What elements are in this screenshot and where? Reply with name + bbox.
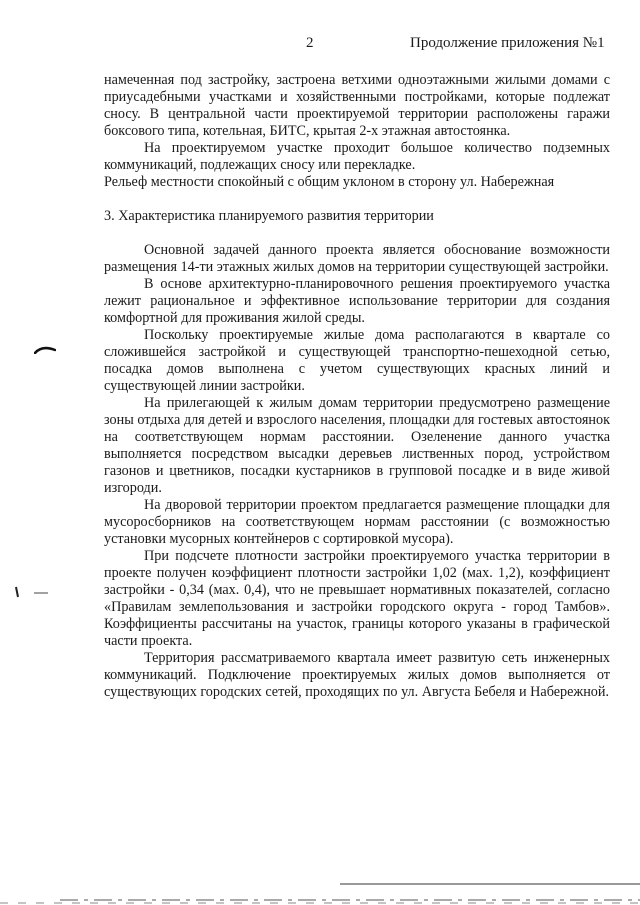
paragraph: Основной задачей данного проекта является обоснование возможности размещения 14-ти этажных жилых домов на территории существующей застройки. bbox=[104, 242, 610, 275]
paragraph: При подсчете плотности застройки проектируемого участка территории в проекте получен коэффициент плотности застройки 1,02 (мах. 1,2), коэффициент застройки - 0,34 (мах. 0,4), что не превышает нормативных показателей, согласно «Правилам землепользования и застройки городского округа - город Тамбов». Коэффициенты рассчитаны на участок, границы которого указаны в графической части проекта. bbox=[104, 548, 610, 649]
continuation-note: Продолжение приложения №1 bbox=[410, 35, 605, 51]
section-heading: 3. Характеристика планируемого развития территории bbox=[104, 208, 434, 224]
paragraph: В основе архитектурно-планировочного решения проектируемого участка лежит рациональное и эффективное использование территории для создания комфортной для проживания жилой среды. bbox=[104, 276, 610, 326]
paragraph: Поскольку проектируемые жилые дома располагаются в квартале со сложившейся застройкой и существующей транспортно-пешеходной сетью, посадка домов выполнена с учетом существующих красных линий и существующей линии застройки. bbox=[104, 327, 610, 394]
paragraph: На дворовой территории проектом предлагается размещение площадки для мусоросборников на соответствующем нормам расстоянии (с возможностью установки мусорных контейнеров с сортировкой мусора). bbox=[104, 497, 610, 547]
paragraph: На проектируемом участке проходит большое количество подземных коммуникаций, подлежащих сносу или перекладке. bbox=[104, 140, 610, 173]
paragraph: Территория рассматриваемого квартала имеет развитую сеть инженерных коммуникаций. Подключение проектируемых жилых домов выполняется от существующих городских сетей, проходящих по ул. Августа Бебеля и Набережной. bbox=[104, 650, 610, 700]
page-number: 2 bbox=[306, 35, 314, 51]
paragraph: Рельеф местности спокойный с общим уклоном в сторону ул. Набережная bbox=[104, 174, 555, 190]
document-body bbox=[104, 72, 610, 701]
scan-artifact bbox=[34, 344, 56, 354]
scan-bottom-edge bbox=[0, 878, 640, 905]
paragraph: намеченная под застройку, застроена ветхими одноэтажными жилыми домами с приусадебными участками и хозяйственными постройками, которые подлежат сносу. В центральной части проектируемой территории расположены гаражи боксового типа, котельная, БИТС, крытая 2-х этажная автостоянка. bbox=[104, 72, 610, 139]
scan-artifact bbox=[14, 585, 54, 599]
paragraph: На прилегающей к жилым домам территории предусмотрено размещение зоны отдыха для детей и взрослого населения, площадки для гостевых автостоянок на соответствующем нормам расстоянии. Озеленение данного участка выполняется посредством высадки деревьев лиственных пород, устройством газонов и цветников, посадки кустарников в групповой посадке и в виде живой изгороди. bbox=[104, 395, 610, 496]
